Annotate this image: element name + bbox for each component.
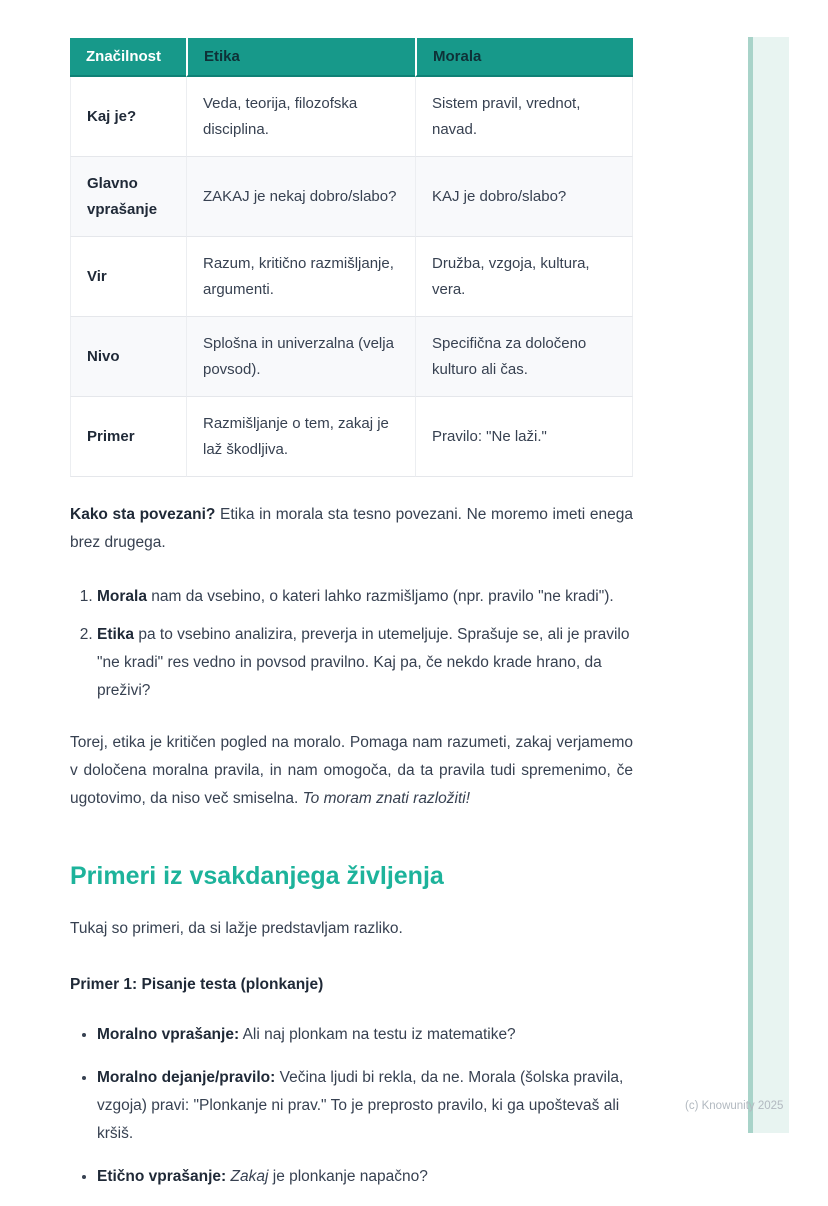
bullet-text: Ali naj plonkam na testu iz matematike? — [239, 1026, 516, 1043]
row-label: Nivo — [70, 317, 186, 397]
page-edge-stripe — [748, 37, 789, 1133]
table-row — [70, 77, 633, 157]
bullet-bold: Moralno vprašanje: — [97, 1026, 240, 1043]
bullet-item — [97, 1163, 633, 1191]
summary-paragraph — [70, 729, 633, 813]
example1-bullet-list — [70, 1021, 633, 1191]
connection-numbered-list — [70, 583, 633, 705]
list-item-text: nam da vsebino, o kateri lahko razmišljamo (npr. pravilo "ne kradi"). — [146, 588, 614, 605]
table-row — [70, 397, 633, 477]
bullet-bold: Moralno dejanje/pravilo: — [97, 1069, 276, 1086]
morala-cell: KAJ je dobro/slabo? — [415, 157, 633, 237]
etika-cell: Veda, teorija, filozofska disciplina. — [186, 77, 415, 157]
list-item-bold: Morala — [97, 588, 147, 605]
row-label: Vir — [70, 237, 186, 317]
etika-cell: Splošna in univerzalna (velja povsod). — [186, 317, 415, 397]
bullet-bold: Etično vprašanje: — [97, 1168, 227, 1185]
connection-paragraph — [70, 501, 633, 557]
etika-cell: Razum, kritično razmišljanje, argumenti. — [186, 237, 415, 317]
section-heading-primeri: Primeri iz vsakdanjega življenja — [70, 862, 444, 890]
column-header-znacilnost: Značilnost — [70, 38, 186, 77]
morala-cell: Specifična za določeno kulturo ali čas. — [415, 317, 633, 397]
table-row — [70, 317, 633, 397]
row-label: Primer — [70, 397, 186, 477]
column-header-etika: Etika — [186, 38, 415, 77]
column-header-morala: Morala — [415, 38, 633, 77]
copyright-text: (c) Knowunity 2025 — [685, 1100, 784, 1112]
row-label: Kaj je? — [70, 77, 186, 157]
etika-cell: ZAKAJ je nekaj dobro/slabo? — [186, 157, 415, 237]
morala-cell: Sistem pravil, vrednot, navad. — [415, 77, 633, 157]
bullet-italic: Zakaj — [230, 1168, 269, 1185]
etika-cell: Razmišljanje o tem, zakaj je laž škodljiva. — [186, 397, 415, 477]
list-item — [97, 583, 633, 611]
bullet-text: Večina ljudi bi rekla, da ne. Morala (šolska pravila, vzgoja) pravi: "Plonkanje ni prav." To je preprosto pravilo, ki ga upoštevaš ali kršiš. — [97, 1069, 624, 1142]
table-header-row — [70, 38, 633, 77]
list-item-text: pa to vsebino analizira, preverja in utemeljuje. Sprašuje se, ali je pravilo "ne kradi" res vedno in povsod pravilno. Kaj pa, če nekdo krade hrano, da preživi? — [97, 626, 630, 699]
summary-regular-text: Torej, etika je kritičen pogled na moralo. Pomaga nam razumeti, zakaj verjamemo v določena moralna pravila, in nam omogoča, da ta pravila tudi spremenimo, če ugotovimo, da niso več smiselna. — [70, 734, 633, 807]
row-label: Glavno vprašanje — [70, 157, 186, 237]
examples-intro: Tukaj so primeri, da si lažje predstavljam razliko. — [70, 920, 403, 937]
example1-title: Primer 1: Pisanje testa (plonkanje) — [70, 976, 324, 993]
table-row — [70, 157, 633, 237]
morala-cell: Družba, vzgoja, kultura, vera. — [415, 237, 633, 317]
morala-cell: Pravilo: "Ne laži." — [415, 397, 633, 477]
bullet-item — [97, 1064, 633, 1148]
connection-lead-rest: Etika in morala sta tesno povezani. Ne moremo imeti enega brez drugega. — [70, 506, 633, 551]
list-item-bold: Etika — [97, 626, 135, 643]
bullet-item — [97, 1021, 633, 1049]
table-row — [70, 237, 633, 317]
etika-morala-comparison-table — [70, 38, 633, 477]
bullet-text: je plonkanje napačno? — [268, 1168, 428, 1185]
list-item — [97, 621, 633, 705]
document-content — [70, 38, 633, 1206]
connection-lead-bold: Kako sta povezani? — [70, 506, 216, 523]
summary-italic-text: To moram znati razložiti! — [302, 790, 471, 807]
